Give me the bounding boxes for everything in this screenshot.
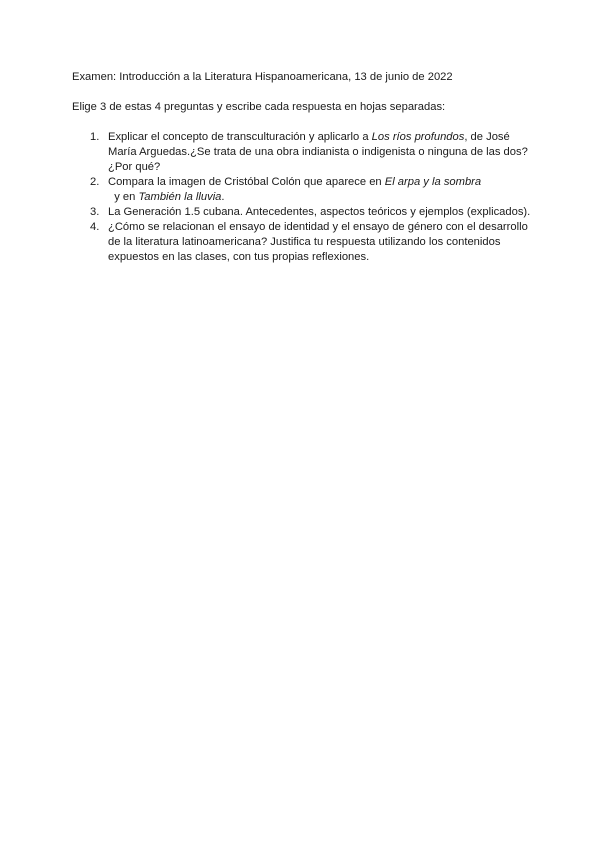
question-number: 4. — [90, 221, 100, 233]
question-text: La Generación 1.5 cubana. Antecedentes, aspectos teóricos y ejemplos (explicados). — [108, 206, 531, 218]
question-number: 2. — [90, 176, 100, 188]
exam-title: Examen: Introducción a la Literatura Hispanoamericana, 13 de junio de 2022 — [72, 71, 453, 83]
question-text-part: Compara la imagen de Cristóbal Colón que aparece en — [108, 176, 385, 188]
question-item-1 — [72, 130, 542, 175]
question-number: 1. — [90, 131, 100, 143]
question-list — [72, 130, 542, 265]
book-title: Los ríos profundos — [371, 131, 465, 143]
question-item-2 — [72, 175, 542, 205]
question-text — [108, 130, 540, 175]
question-text-part: Explicar el concepto de transculturación y aplicarlo a — [108, 131, 372, 143]
book-title: El arpa y la sombra — [384, 176, 482, 188]
question-text-part: , de José María Arguedas.¿Se trata de una obra indianista o indigenista o ninguna de las dos? ¿Por qué? — [108, 131, 528, 173]
question-text — [108, 175, 540, 205]
question-text: ¿Cómo se relacionan el ensayo de identidad y el ensayo de género con el desarrollo de la literatura latinoamericana? Justifica tu respuesta utilizando los contenidos expuestos en las clases, con tus propias reflexiones. — [108, 221, 528, 263]
book-title: También la lluvia — [138, 191, 222, 203]
question-text-part: . — [221, 191, 225, 203]
question-item-4 — [72, 220, 542, 265]
question-number: 3. — [90, 206, 100, 218]
question-item-3 — [72, 205, 542, 220]
exam-instructions: Elige 3 de estas 4 preguntas y escribe cada respuesta en hojas separadas: — [72, 101, 446, 113]
question-text-part: y en — [108, 191, 139, 203]
